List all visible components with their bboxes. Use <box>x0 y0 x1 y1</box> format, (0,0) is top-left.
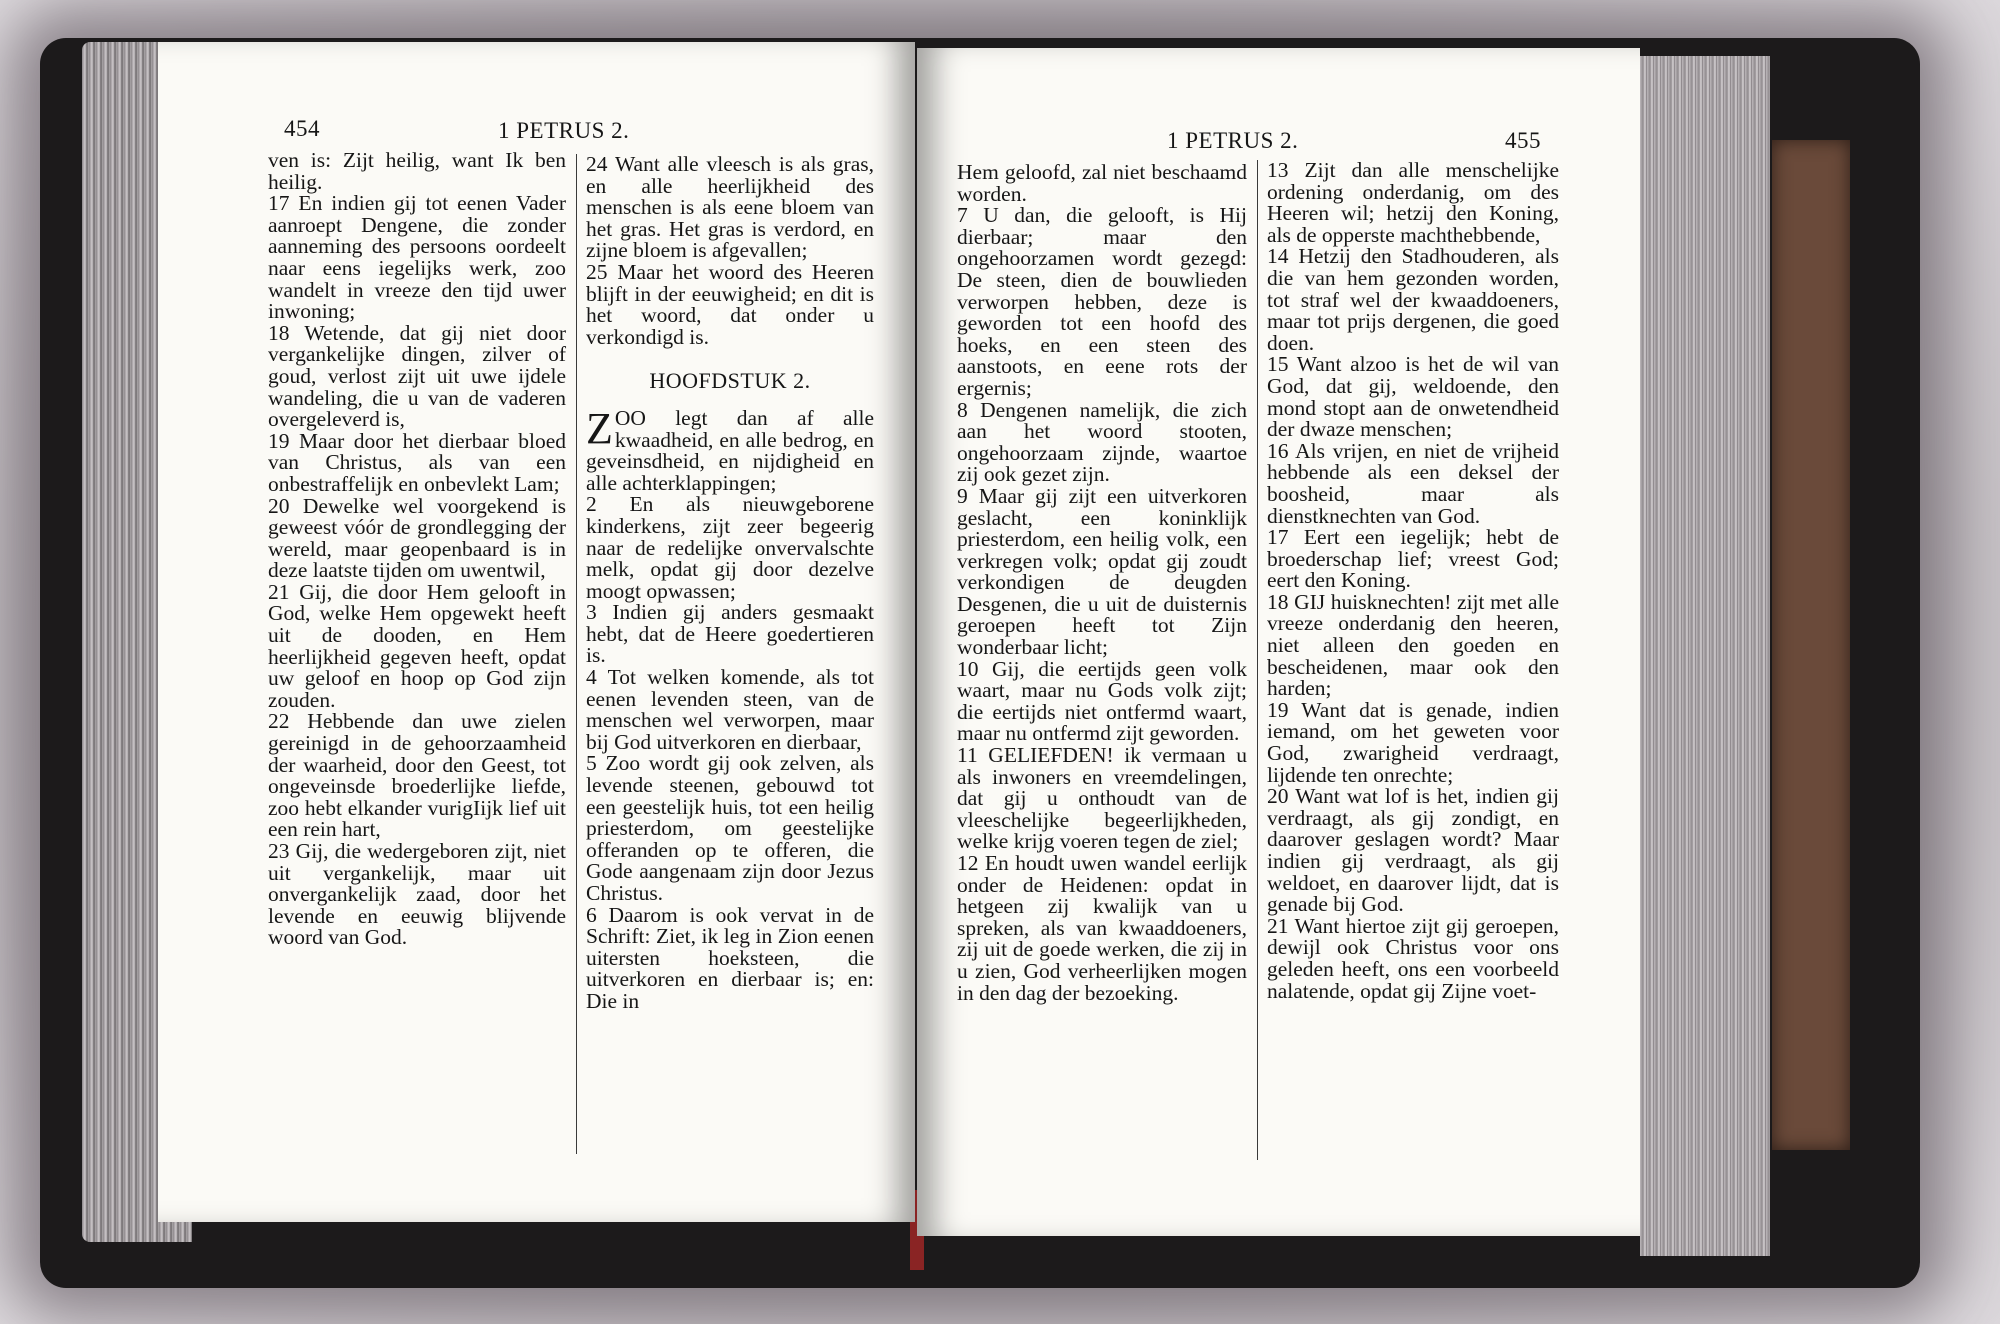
cover-edge-strip <box>1772 140 1850 1150</box>
verse: 9 Maar gij zijt een uitverkoren geslacht, een koninklijk priesterdom, een heilig volk, een verkregen volk; opdat gij zoudt verkondigen de deugden Desgenen, die u uit de duisternis geroepen heeft tot Zijn wonderbaar licht; <box>957 483 1247 660</box>
page-edges-right <box>1640 56 1770 1256</box>
verse: 24 Want alle vleesch is als gras, en alle heerlijkheid des menschen is als eene bloem van het gras. Het gras is verdord, en zijne bloem is afgevallen; <box>586 152 874 263</box>
verse: 14 Hetzij den Stadhouderen, als die van hem gezonden worden, tot straf wel der kwaaddoeners, maar tot prijs dergenen, die goed doen. <box>1267 244 1559 355</box>
verse: 19 Maar door het dierbaar bloed van Christus, als van een onbestraffelijk en onbevlekt Lam; <box>268 428 566 496</box>
drop-cap: Z <box>586 403 613 453</box>
verse: 5 Zoo wordt gij ook zelven, als levende steenen, gebouwd tot een geestelijk huis, tot een heilig priesterdom, om geestelijke offeranden op te offeren, die Gode aangenaam zijn door Jezus Christus. <box>586 751 874 905</box>
verse <box>586 403 874 495</box>
page-number: 455 <box>1505 128 1541 153</box>
verse: 21 Gij, die door Hem gelooft in God, welke Hem opgewekt heeft uit de dooden, en Hem heerlijkheid gegeven heeft, opdat uw geloof en hoop op God zijn zouden. <box>268 579 566 712</box>
verse: 17 Eert een iegelijk; hebt de broederschap lief; vreest God; eert den Koning. <box>1267 525 1559 593</box>
chapter-heading: HOOFDSTUK 2. <box>649 368 811 394</box>
verse: 12 En houdt uwen wandel eerlijk onder de Heidenen: opdat in hetgeen zij kwalijk van u spreken, als van kwaaddoeners, zij uit de goede werken, die zij in u zien, God verheerlijken mogen in den dag der bezoeking. <box>957 851 1247 1005</box>
verse: 11 GELIEFDEN! ik vermaan u als inwoners en vreemdelingen, dat gij u onthoudt van de vleeschelijke begeerlijkheden, welke krijg voeren tegen de ziel; <box>957 743 1247 854</box>
verse: 13 Zijt dan alle menschelijke ordening onderdanig, om des Heeren wil; hetzij den Koning, als de opperste machthebbende, <box>1267 158 1559 247</box>
right-page <box>917 48 1640 1236</box>
left-page <box>158 42 915 1222</box>
column-divider <box>1257 160 1258 1160</box>
verse: ven is: Zijt heilig, want Ik ben heilig. <box>268 148 566 194</box>
text-column-right <box>586 154 874 1013</box>
verse: 18 Wetende, dat gij niet door vergankelijke dingen, zilver of goud, verlost zijt uit uwe ijdele wandeling, die u van de vaderen overgeleverd is, <box>268 320 566 432</box>
verse: 15 Want alzoo is het de wil van God, dat gij, weldoende, den mond stopt aan de onwetendheid der dwaze menschen; <box>1267 352 1559 442</box>
verse: 23 Gij, die wedergeboren zijt, niet uit vergankelijk, maar uit onvergankelijk zaad, door het levende en eeuwig blijvende woord van God. <box>268 839 566 950</box>
verse: 25 Maar het woord des Heeren blijft in der eeuwigheid; en dit is het woord, dat onder u verkondigd is. <box>586 259 874 349</box>
verse: 17 En indien gij tot eenen Vader aanroept Dengene, die zonder aanneming des persoons oordeelt naar eens iegelijks werk, zoo wandelt in vreeze den tijd uwer inwoning; <box>268 191 566 324</box>
running-head: 1 PETRUS 2. <box>498 118 630 143</box>
text-column-left <box>268 150 566 949</box>
running-head: 1 PETRUS 2. <box>1167 128 1299 153</box>
verse: 3 Indien gij anders gesmaakt hebt, dat de Heere goedertieren is. <box>586 600 874 668</box>
verse: 16 Als vrijen, en niet de vrijheid hebbende als een deksel der boosheid, maar als dienstknechten van God. <box>1267 438 1559 528</box>
verse: 21 Want hiertoe zijt gij geroepen, dewijl ook Christus voor ons geleden heeft, ons een voorbeeld nalatende, opdat gij Zijne voet- <box>1267 913 1559 1003</box>
verse: 2 En als nieuwgeborene kinderkens, zijt zeer begeerig naar de redelijke onvervalschte melk, opdat gij door dezelve moogt opwassen; <box>586 492 874 603</box>
verse: Hem geloofd, zal niet beschaamd worden. <box>957 160 1247 206</box>
text-column-right <box>1267 160 1559 1002</box>
verse: 18 GIJ huisknechten! zijt met alle vreeze onderdanig den heeren, niet alleen den goeden en bescheidenen, maar ook den harden; <box>1267 589 1559 701</box>
verse: 7 U dan, die gelooft, is Hij dierbaar; maar den ongehoorzamen wordt gezegd: De steen, dien de bouwlieden verworpen hebben, deze is geworden tot een hoofd des hoeks, en een steen des aanstoots, en eene rots der ergernis; <box>957 203 1247 400</box>
verse: 19 Want dat is genade, indien iemand, om het geweten voor God, zwarigheid verdraagt, lijdende ten onrechte; <box>1267 697 1559 787</box>
verse: 8 Dengenen namelijk, die zich aan het woord stooten, ongehoorzaam zijnde, waartoe zij ook gezet zijn. <box>957 397 1247 487</box>
text-column-left <box>957 162 1247 1004</box>
verse: 4 Tot welken komende, als tot eenen levenden steen, van de menschen wel verworpen, maar bij God uitverkoren en dierbaar, <box>586 665 874 754</box>
verse: 20 Want wat lof is het, indien gij verdraagt, als gij zondigt, en daarover geslagen wordt? Maar indien gij verdraagt, als gij weldoet, en daarover lijdt, dat is genade bij God. <box>1267 784 1559 917</box>
verse: 20 Dewelke wel voorgekend is geweest vóór de grondlegging der wereld, maar geopenbaard is in deze laatste tijden om uwentwil, <box>268 493 566 583</box>
page-number: 454 <box>284 116 320 141</box>
verse: 22 Hebbende dan uwe zielen gereinigd in de gehoorzaamheid der waarheid, door den Geest, tot ongeveinsde broederlijke liefde, zoo hebt elkander vurigIijk lief uit een rein hart, <box>268 709 566 842</box>
column-divider <box>576 154 577 1154</box>
verse: 6 Daarom is ook vervat in de Schrift: Ziet, ik leg in Zion eenen uitersten hoeksteen, die uitverkoren en dierbaar is; en: Die in <box>586 902 874 1013</box>
verse: 10 Gij, die eertijds geen volk waart, maar nu Gods volk zijt; die eertijds niet ontfermd waart, maar nu ontfermd zijt geworden. <box>957 656 1247 746</box>
verse-text: OO legt dan af alle kwaadheid, en alle bedrog, en geveinsdheid, en nijdigheid en alle achterklappingen; <box>586 405 874 495</box>
